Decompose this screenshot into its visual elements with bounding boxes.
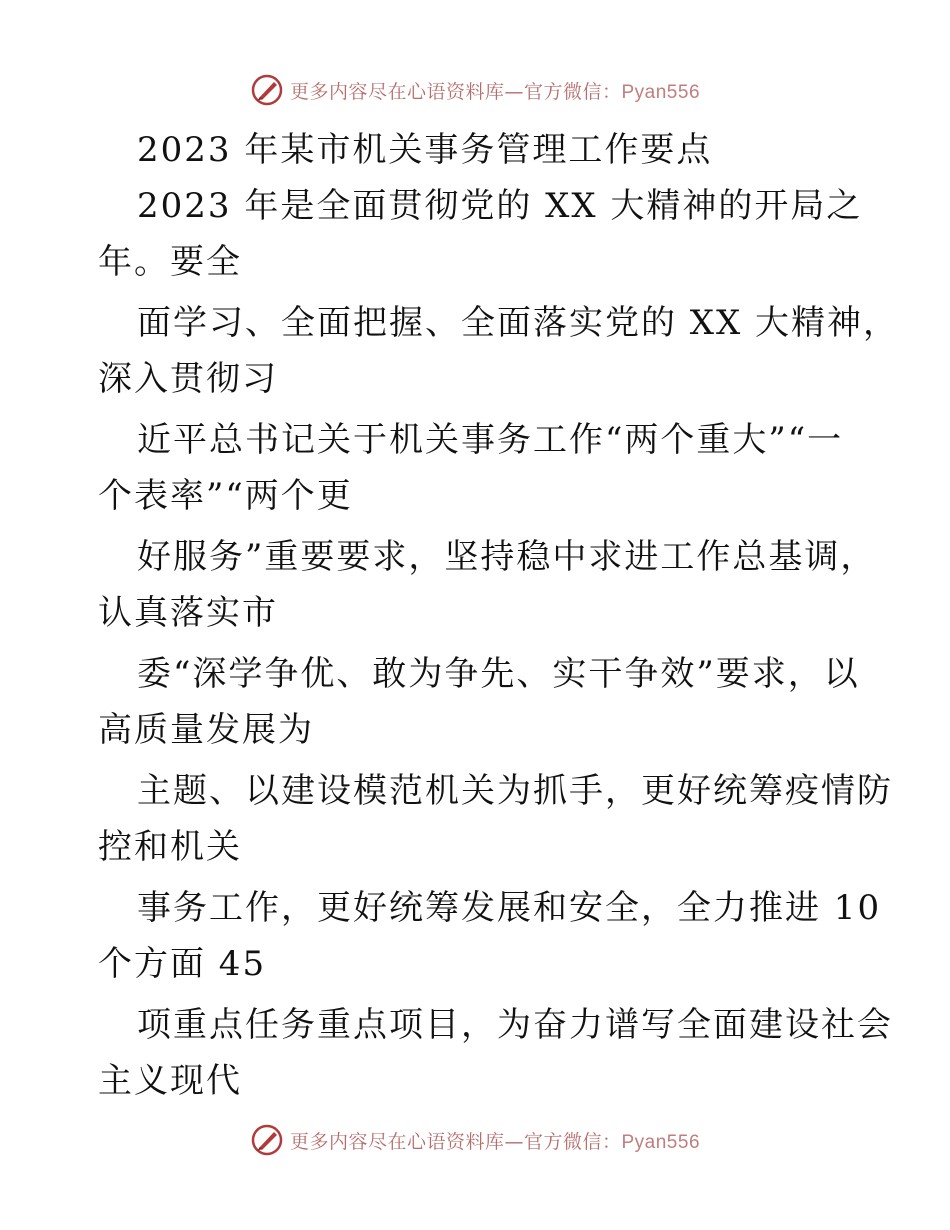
paragraph-line: 面学习、全面把握、全面落实党的 XX 大精神， [137, 303, 900, 343]
paragraph-line: 2023 年是全面贯彻党的 XX 大精神的开局之 [137, 186, 863, 226]
paragraph-line: 好服务”重要要求，坚持稳中求进工作总基调， [137, 537, 877, 577]
paragraph-line: 个表率”“两个更 [98, 476, 353, 516]
paragraph-line: 主题、以建设模范机关为抓手，更好统筹疫情防 [137, 771, 893, 811]
document-title: 2023 年某市机关事务管理工作要点 [137, 130, 713, 170]
footer-watermark [0, 1120, 950, 1160]
paragraph-line: 控和机关 [98, 827, 242, 867]
paragraph-line: 委“深学争优、敢为争先、实干争效”要求，以 [137, 654, 860, 694]
paragraph-line: 事务工作，更好统筹发展和安全，全力推进 10 [137, 888, 882, 928]
paragraph-line: 认真落实市 [98, 593, 278, 633]
quill-logo-icon [250, 1123, 284, 1157]
watermark-text: 更多内容尽在心语资料库—官方微信：Pyan556 [289, 80, 701, 103]
watermark-text: 更多内容尽在心语资料库—官方微信：Pyan556 [289, 1130, 701, 1153]
quill-logo-icon [250, 73, 284, 107]
paragraph-line: 主义现代 [98, 1061, 242, 1101]
paragraph-line: 个方面 45 [98, 944, 267, 984]
paragraph-line: 深入贯彻习 [98, 359, 278, 399]
paragraph-line: 近平总书记关于机关事务工作“两个重大”“一 [137, 420, 844, 460]
paragraph-line: 高质量发展为 [98, 710, 314, 750]
paragraph-line: 项重点任务重点项目，为奋力谱写全面建设社会 [137, 1005, 893, 1045]
header-watermark [0, 70, 950, 110]
paragraph-line: 年。要全 [98, 242, 242, 282]
